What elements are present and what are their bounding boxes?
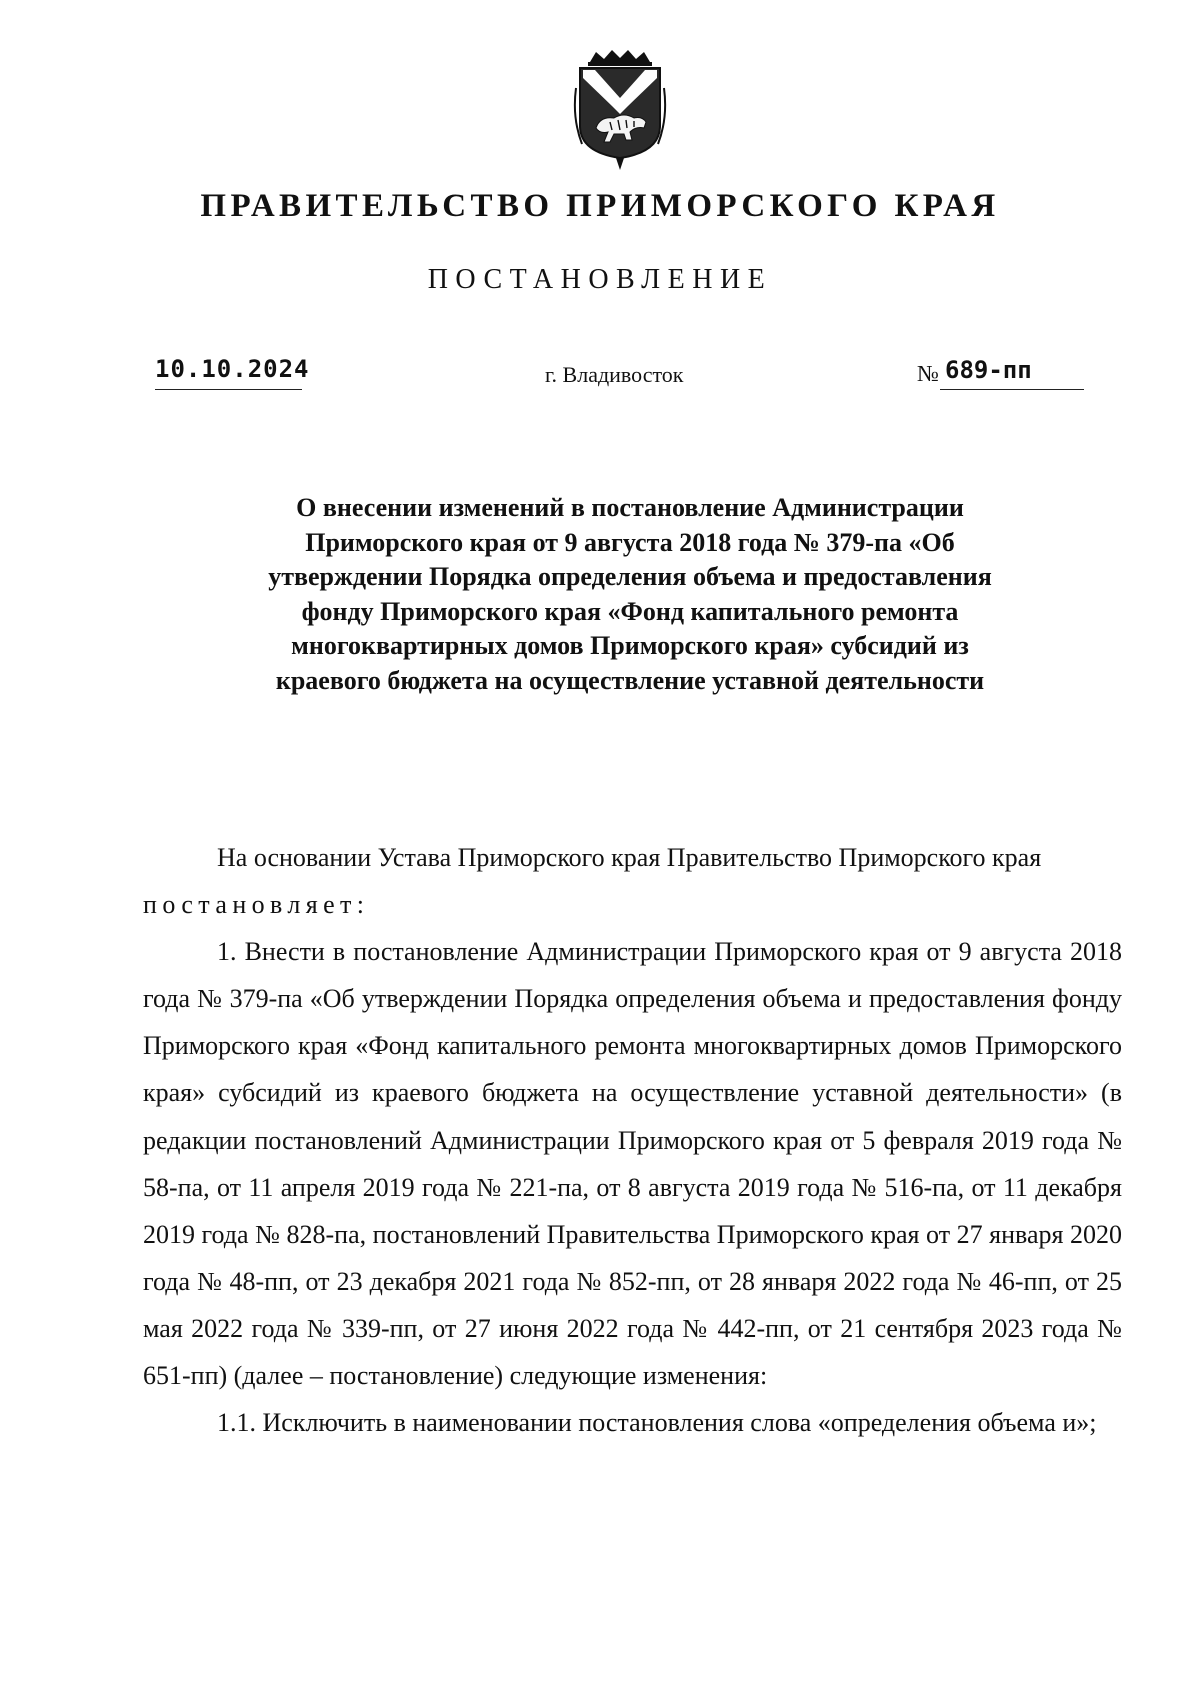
document-city: г. Владивосток (545, 362, 684, 387)
number-sign: № (917, 361, 939, 386)
number-underline (940, 389, 1084, 390)
primorsky-coat-of-arms-icon (570, 48, 670, 173)
clause-1-1: 1.1. Исключить в наименовании постановления слова «определения объема и»; (217, 1408, 1097, 1438)
document-type: ПОСТАНОВЛЕНИЕ (427, 264, 773, 295)
document-subject: О внесении изменений в постановление Администрации Приморского края от 9 августа 2018 года № 379-па «Об утверждении Порядка определения объема и предоставления фонду Приморского края «Фонд капитального ремонта многоквартирных домов Приморского края» субсидий из краевого бюджета на осуществление уставной деятельности (268, 493, 992, 695)
document-date: 10.10.2024 (155, 355, 310, 383)
decree-word: постановляет: (143, 890, 370, 920)
clause-1: 1. Внести в постановление Администрации Приморского края от 9 августа 2018 года № 379-па «Об утверждении Порядка определения объема и предоставления фонду Приморского края «Фонд капитального ремонта многоквартирных домов Приморского края» субсидий из краевого бюджета на осуществление уставной деятельности» (в редакции постановлений Администрации Приморского края от 5 февраля 2019 года № 58-па, от 11 апреля 2019 года № 221-па, от 8 августа 2019 года № 516-па, от 11 декабря 2019 года № 828-па, постановлений Правительства Приморского края от 27 января 2020 года № 48-пп, от 23 декабря 2021 года № 852-пп, от 28 января 2022 года № 46-пп, от 25 мая 2022 года № 339-пп, от 27 июня 2022 года № 442-пп, от 21 сентября 2023 года № 651-пп) (далее – постановление) следующие изменения: (143, 937, 1122, 1391)
organization-title: ПРАВИТЕЛЬСТВО ПРИМОРСКОГО КРАЯ (200, 188, 1000, 224)
preamble: На основании Устава Приморского края Правительство Приморского края (217, 843, 1042, 872)
document-body (143, 834, 1122, 1446)
date-underline (155, 389, 302, 390)
document-number: 689-пп (945, 356, 1032, 384)
